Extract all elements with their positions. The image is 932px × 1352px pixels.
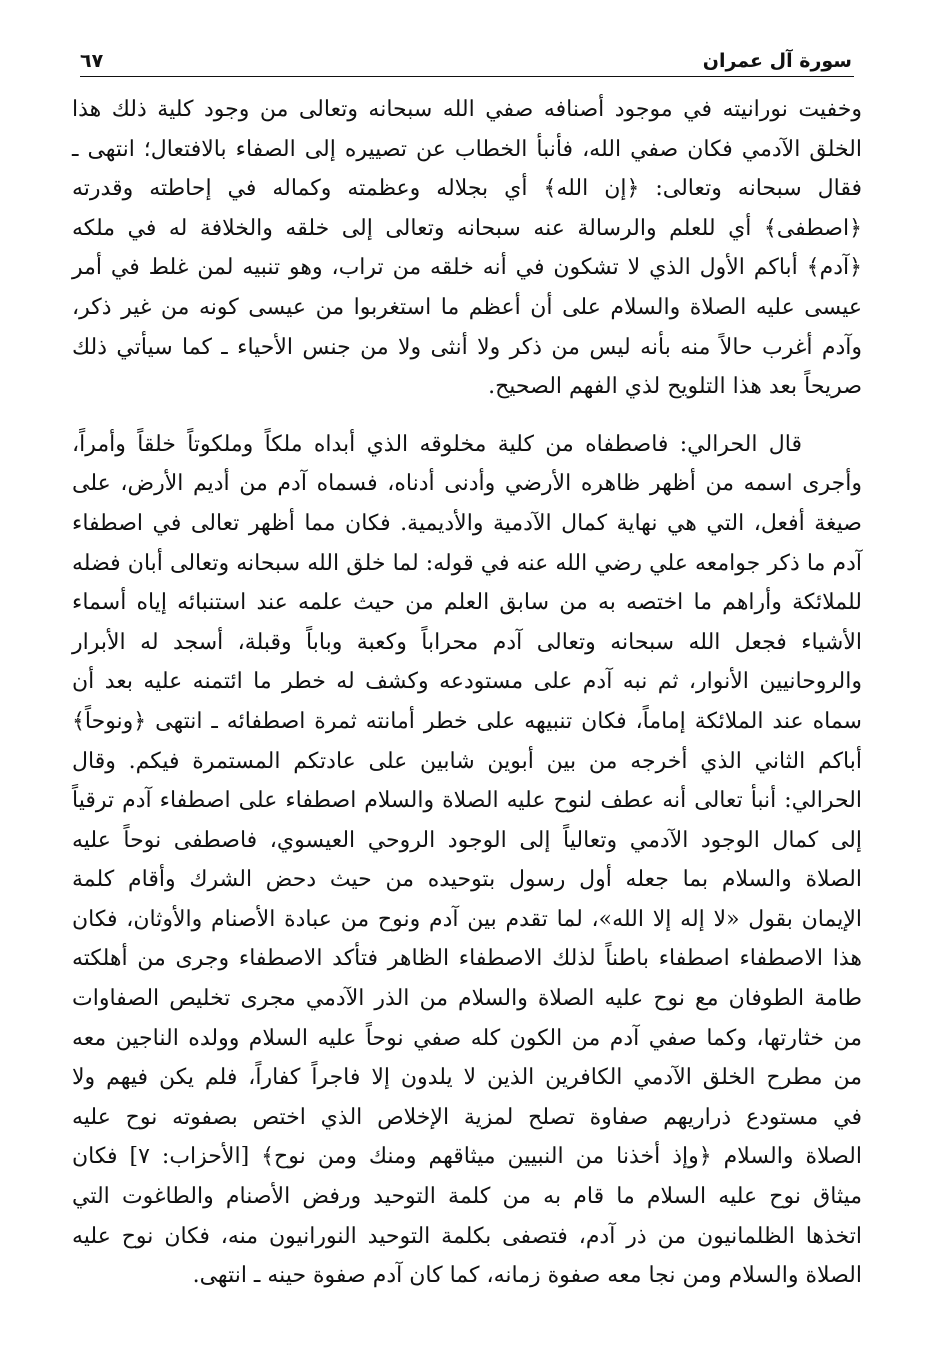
text-line: صريحاً بعد هذا التلويح لذي الفهم الصحيح. — [488, 374, 862, 400]
text-line: فقال سبحانه وتعالى: ﴿إن الله﴾ أي بجلاله وعظمته وكماله في إحاطته وقدرته — [72, 176, 862, 202]
text-line: آدم ما ذكر جوامعه علي رضي الله عنه في قوله: لما خلق الله سبحانه وتعالى أبان فضله — [72, 550, 862, 576]
text-line: سماه عند الملائكة إماماً، فكان تنبيهه على خطر أمانته ثمرة اصطفائه ـ انتهى ﴿ونوحاً﴾ — [72, 708, 862, 734]
text-line: الأشياء فجعل الله سبحانه وتعالى آدم محراباً وكعبة وباباً وقبلة، أسجد له الأبرار — [72, 629, 862, 655]
paragraph-1 — [72, 90, 862, 407]
text-line: وخفيت نورانيته في موجود أصنافه صفي الله سبحانه وتعالى من وجود كلية ذلك هذا — [72, 97, 862, 122]
text-line: من مطرح الخلق الآدمي الكافرين الذين لا يلدون إلا فاجراً كفاراً، فلم يكن فيهم ولا — [72, 1065, 862, 1091]
header-divider — [80, 76, 854, 77]
text-line: ﴿اصطفى﴾ أي للعلم والرسالة عنه سبحانه وتعالى إلى خلقه والخلافة له في ملكه — [72, 215, 862, 241]
text-line: وآدم أغرب حالاً منه بأنه ليس من ذكر ولا أنثى ولا من جنس الأحياء ـ كما سيأتي ذلك — [72, 334, 862, 360]
text-line: اتخذها الظلمانيون من ذر آدم، فتصفى بكلمة التوحيد النورانيون منه، فكان نوح عليه — [72, 1223, 862, 1249]
text-line: والروحانيين الأنوار، ثم نبه آدم على مستودعه وكشف له خطر ما ائتمنه عليه بعد أن — [72, 669, 862, 695]
paragraph-2 — [72, 425, 862, 1296]
text-line: الصلاة والسلام ومن نجا معه صفوة زمانه، كما كان آدم صفوة حينه ـ انتهى. — [192, 1263, 862, 1289]
text-line: من خثارتها، وكما صفي آدم من الكون كله صفي نوحاً عليه السلام وولده الناجين معه — [72, 1025, 862, 1051]
page-header — [80, 36, 852, 72]
text-line: وأجرى اسمه من أظهر ظاهره الأرضي وأدنى أدناه، فسماه آدم من أديم الأرض، على — [72, 471, 862, 497]
surah-title: سورة آل عمران — [702, 50, 852, 72]
text-line: الحرالي: أنبأ تعالى أنه عطف لنوح عليه الصلاة والسلام اصطفاء على اصطفاء آدم ترقياً — [72, 788, 862, 814]
text-line: الإيمان بقول «لا إله إلا الله»، لما تقدم بين آدم ونوح من عبادة الأصنام والأوثان، فكان — [72, 906, 862, 932]
text-line: هذا الاصطفاء اصطفاء باطناً لذلك الاصطفاء الظاهر فتأكد الاصطفاء وجرى من أهلكته — [72, 946, 862, 972]
text-line: في مستودع ذراريهم صفاوة تصلح لمزية الإخلاص الذي اختص بصفوته نوح عليه — [72, 1104, 862, 1130]
text-line: الصلاة والسلام ﴿وإذ أخذنا من النبيين ميثاقهم ومنك ومن نوح﴾ [الأحزاب: ٧] فكان — [72, 1144, 862, 1170]
text-line: ﴿آدم﴾ أباكم الأول الذي لا تشكون في أنه خلقه من تراب، وهو تنبيه لمن غلط في أمر — [72, 255, 862, 281]
text-line: قال الحرالي: فاصطفاه من كلية مخلوقه الذي أبداه ملكاً وملكوتاً خلقاً وأمراً، — [72, 431, 802, 457]
text-line: أباكم الثاني الذي أخرجه من بين أبوين شابين على عادتكم المستمرة فيكم. وقال — [72, 748, 862, 774]
page-number: ٦٧ — [80, 50, 104, 72]
text-line: صيغة أفعل، التي هي نهاية كمال الآدمية والأديمية. فكان مما أظهر تعالى في اصطفاء — [72, 510, 862, 536]
text-line: عيسى عليه الصلاة والسلام على أن أعظم ما استغربوا من عيسى كونه من غير ذكر، — [72, 294, 862, 320]
page-body — [72, 90, 862, 1296]
text-line: الخلق الآدمي فكان صفي الله، فأنبأ الخطاب عن تصييره إلى الصفاء بالافتعال؛ انتهى ـ — [72, 136, 862, 162]
text-line: إلى كمال الوجود الآدمي وتعالياً إلى الوجود الروحي العيسوي، فاصطفى نوحاً عليه — [72, 827, 862, 853]
text-line: الصلاة والسلام بما جعله أول رسول بتوحيده من حيث دحض الشرك وأقام كلمة — [72, 867, 862, 893]
text-line: للملائكة وأراهم ما اختصه به من سابق العلم من حيث علمه عند استنبائه إياه أسماء — [72, 590, 862, 616]
text-line: طامة الطوفان مع نوح عليه الصلاة والسلام من الذر الآدمي مجرى تخليص الصفاوات — [72, 986, 862, 1012]
text-line: ميثاق نوح عليه السلام ما قام به من كلمة التوحيد ورفض الأصنام والطاغوت التي — [72, 1184, 862, 1210]
